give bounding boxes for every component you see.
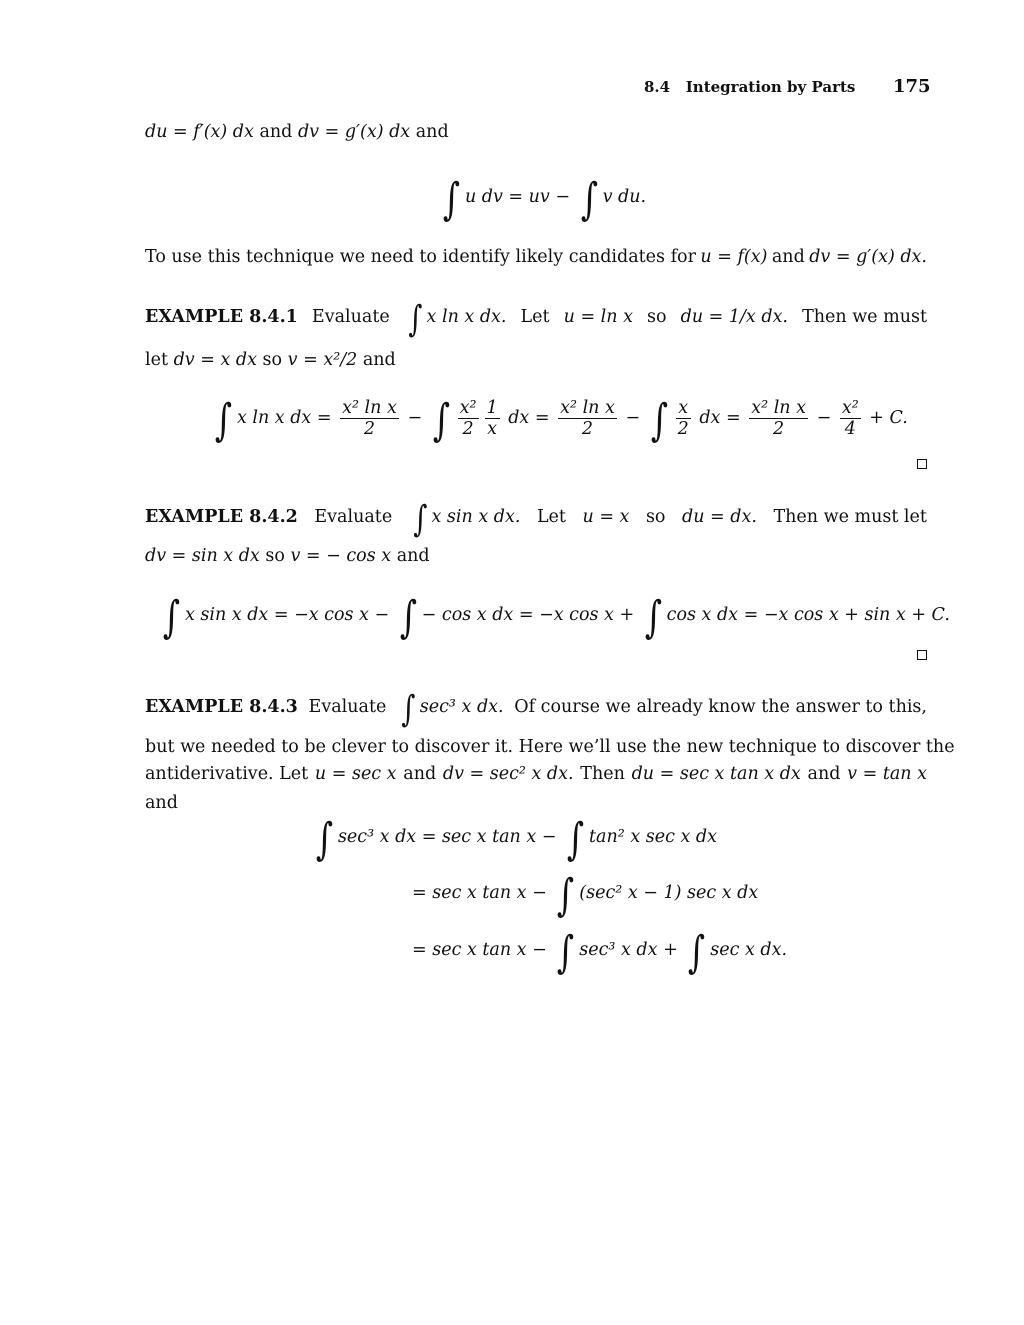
fraction-denominator: 2 bbox=[677, 419, 689, 439]
so-word: so bbox=[262, 350, 283, 370]
eq-part: − cos x dx = −x cos x + bbox=[421, 605, 635, 625]
du-definition: du = f′(x) dx bbox=[145, 122, 254, 142]
integral-sign-icon: ∫ bbox=[162, 592, 181, 643]
example-8-4-2-equation bbox=[158, 592, 950, 643]
fraction-denominator: 2 bbox=[363, 419, 376, 439]
fraction-denominator: x bbox=[487, 419, 498, 439]
dv-choice: dv = sin x dx bbox=[145, 546, 260, 566]
then-text: Then we must bbox=[802, 307, 927, 327]
evaluate-word: Evaluate bbox=[314, 507, 393, 527]
example-8-4-1-line2 bbox=[145, 350, 396, 370]
integral-sign-icon: ∫ bbox=[432, 395, 450, 446]
fraction-numerator: x² bbox=[841, 398, 859, 418]
sentence: Of course we already know the answer to this, bbox=[514, 697, 927, 717]
integral-sign-icon: ∫ bbox=[214, 395, 233, 446]
dv-definition: dv = g′(x) dx bbox=[297, 122, 411, 142]
so-word: so bbox=[645, 507, 666, 527]
running-header-section bbox=[644, 78, 855, 96]
eq-lhs: x ln x dx = bbox=[236, 408, 332, 428]
example-8-4-2-line2 bbox=[145, 546, 430, 566]
integral-sign-icon: ∫ bbox=[688, 927, 706, 978]
dx-equals: dx = bbox=[508, 408, 550, 428]
example-8-4-3-eq-row3 bbox=[412, 927, 788, 978]
eq-part: = sec x tan x − bbox=[412, 883, 547, 903]
fraction-denominator: 2 bbox=[773, 419, 785, 439]
integral-sign-icon: ∫ bbox=[580, 174, 598, 225]
eq-part: = sec x tan x − bbox=[412, 940, 547, 960]
fraction bbox=[458, 398, 479, 439]
fraction bbox=[676, 398, 691, 439]
and-word: and bbox=[807, 764, 841, 784]
v-result: v = − cos x bbox=[290, 546, 392, 566]
fraction-numerator: x bbox=[676, 398, 691, 419]
integral-sign-icon: ∫ bbox=[408, 299, 423, 340]
then-text: Then we must let bbox=[773, 507, 927, 527]
integral-sign-icon: ∫ bbox=[650, 395, 668, 446]
integrand: x ln x dx. bbox=[426, 307, 507, 327]
constant-term: + C. bbox=[869, 408, 908, 428]
integral-sign-icon: ∫ bbox=[442, 174, 461, 225]
fraction-numerator: 1 bbox=[486, 398, 498, 418]
and-word: and bbox=[362, 350, 396, 370]
technique-text: To use this technique we need to identify likely candidates for bbox=[145, 247, 696, 267]
fraction bbox=[840, 398, 861, 439]
eq-part: (sec² x − 1) sec x dx bbox=[579, 883, 759, 903]
example-8-4-2-line1 bbox=[145, 499, 927, 540]
eq-part: cos x dx = −x cos x + sin x + C. bbox=[666, 605, 950, 625]
integral-sign-icon: ∫ bbox=[566, 814, 585, 865]
fraction bbox=[558, 398, 617, 439]
then-word: Then bbox=[580, 764, 625, 784]
eq-part: tan² x sec x dx bbox=[589, 827, 717, 847]
integral-sign-icon: ∫ bbox=[399, 592, 417, 643]
end-of-proof-icon bbox=[917, 459, 927, 469]
example-label: EXAMPLE 8.4.3 bbox=[145, 697, 298, 717]
section-title: Integration by Parts bbox=[685, 78, 856, 96]
evaluate-word: Evaluate bbox=[311, 307, 390, 327]
dv-choice: dv = sec² x dx. bbox=[442, 764, 574, 784]
integral-sign-icon: ∫ bbox=[644, 592, 662, 643]
minus-sign: − bbox=[407, 408, 423, 428]
integral-sign-icon: ∫ bbox=[557, 927, 575, 978]
example-8-4-1-equation bbox=[210, 395, 908, 446]
v-result: v = tan x bbox=[847, 764, 927, 784]
integrand: sec³ x dx. bbox=[419, 697, 504, 717]
so-word: so bbox=[265, 546, 285, 566]
example-8-4-3-line4: and bbox=[145, 793, 178, 813]
evaluate-word: Evaluate bbox=[308, 697, 387, 717]
fraction-numerator: x² bbox=[459, 398, 477, 418]
fraction-numerator: x² ln x bbox=[560, 398, 615, 418]
v-result: v = x²/2 bbox=[287, 350, 358, 370]
example-8-4-3-line1 bbox=[145, 689, 927, 730]
eq-part: x sin x dx = −x cos x − bbox=[184, 605, 390, 625]
and-word: and bbox=[403, 764, 437, 784]
dx-equals: dx = bbox=[699, 408, 741, 428]
integral-sign-icon: ∫ bbox=[315, 814, 334, 865]
dv-choice: dv = x dx bbox=[173, 350, 257, 370]
fraction-denominator: 2 bbox=[581, 419, 594, 439]
minus-sign: − bbox=[816, 408, 832, 428]
u-candidate: u = f(x) bbox=[700, 247, 768, 267]
formula-left: u dv = uv − bbox=[464, 187, 571, 207]
example-8-4-3-eq-row2 bbox=[412, 870, 759, 921]
let-word: Let bbox=[536, 507, 566, 527]
formula-right: v du. bbox=[602, 187, 647, 207]
fraction bbox=[340, 398, 399, 439]
intro-line bbox=[145, 122, 449, 142]
fraction bbox=[485, 398, 500, 439]
du-result: du = sec x tan x dx bbox=[631, 764, 801, 784]
fraction bbox=[749, 398, 808, 439]
example-8-4-3-line2: but we needed to be clever to discover it. Here we’ll use the new technique to discover the bbox=[145, 737, 955, 757]
and-word: and bbox=[259, 122, 293, 142]
end-of-proof-icon bbox=[917, 650, 927, 660]
integral-sign-icon: ∫ bbox=[413, 499, 428, 540]
fraction-denominator: 4 bbox=[844, 419, 856, 439]
let-word: let bbox=[145, 350, 168, 370]
example-label: EXAMPLE 8.4.2 bbox=[145, 507, 298, 527]
integral-sign-icon: ∫ bbox=[557, 870, 575, 921]
minus-sign: − bbox=[625, 408, 641, 428]
technique-line bbox=[145, 247, 927, 267]
u-choice: u = sec x bbox=[314, 764, 397, 784]
fraction-numerator: x² ln x bbox=[342, 398, 397, 418]
example-label: EXAMPLE 8.4.1 bbox=[145, 307, 298, 327]
u-choice: u = ln x bbox=[563, 307, 633, 327]
eq-part: sec³ x dx + bbox=[579, 940, 678, 960]
page-number: 175 bbox=[893, 76, 931, 97]
section-number: 8.4 bbox=[644, 78, 671, 96]
sentence: antiderivative. Let bbox=[145, 764, 309, 784]
parts-formula bbox=[438, 174, 647, 225]
eq-part: sec x dx. bbox=[710, 940, 788, 960]
eq-part: sec³ x dx = sec x tan x − bbox=[337, 827, 557, 847]
example-8-4-1-line1 bbox=[145, 299, 927, 340]
and-word: and bbox=[396, 546, 430, 566]
du-result: du = dx. bbox=[682, 507, 757, 527]
and-word: and bbox=[415, 122, 449, 142]
dv-candidate: dv = g′(x) dx. bbox=[809, 247, 927, 267]
integrand: x sin x dx. bbox=[431, 507, 521, 527]
integral-sign-icon: ∫ bbox=[401, 689, 416, 730]
fraction-denominator: 2 bbox=[462, 419, 474, 439]
example-8-4-3-eq-row1 bbox=[311, 814, 717, 865]
u-choice: u = x bbox=[582, 507, 630, 527]
so-word: so bbox=[647, 307, 667, 327]
and-word: and bbox=[771, 247, 805, 267]
fraction-numerator: x² ln x bbox=[751, 398, 806, 418]
du-result: du = 1/x dx. bbox=[680, 307, 788, 327]
example-8-4-3-line3 bbox=[145, 764, 927, 784]
let-word: Let bbox=[520, 307, 550, 327]
